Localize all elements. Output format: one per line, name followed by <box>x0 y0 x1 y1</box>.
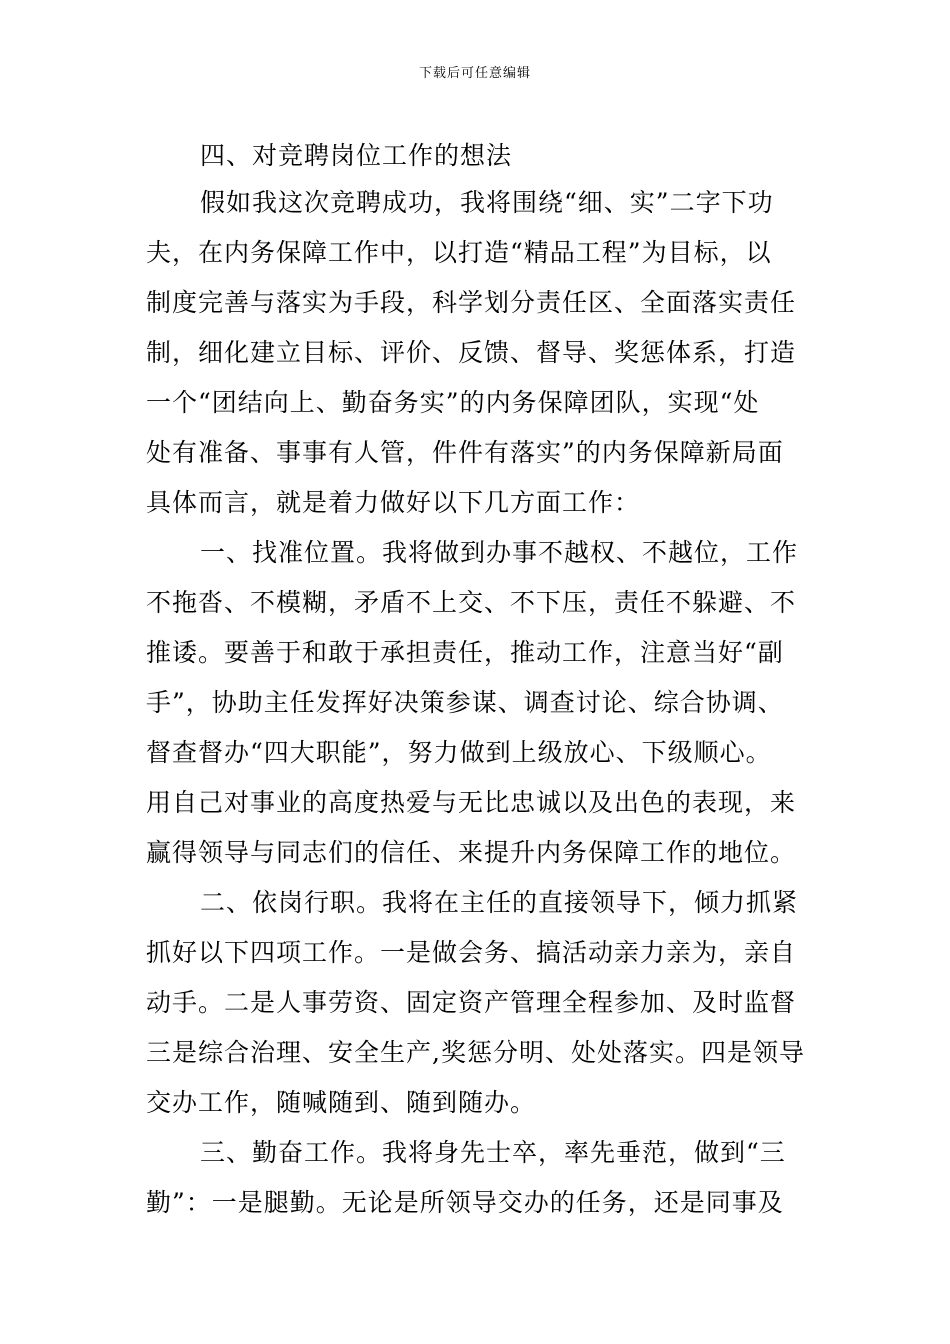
paragraph-line: 具体而言，就是着力做好以下几方面工作： <box>146 488 641 517</box>
paragraph-line: 二、依岗行职。我将在主任的直接领导下，倾力抓紧 <box>200 888 799 917</box>
paragraph-line: 处有准备、事事有人管，件件有落实”的内务保障新局面 <box>146 438 784 467</box>
header-note: 下载后可任意编辑 <box>418 66 531 81</box>
paragraph-line: 推诿。要善于和敢于承担责任，推动工作，注意当好“副 <box>146 638 784 667</box>
paragraph-line: 不拖沓、不模糊，矛盾不上交、不下压，责任不躲避、不 <box>146 588 797 617</box>
paragraph-line: 三是综合治理、安全生产,奖惩分明、处处落实。四是领导 <box>146 1038 805 1067</box>
paragraph-line: 用自己对事业的高度热爱与无比忠诚以及出色的表现，来 <box>146 788 797 817</box>
paragraph-line: 一、找准位置。我将做到办事不越权、不越位，工作 <box>200 538 799 567</box>
paragraph-line: 夫，在内务保障工作中，以打造“精品工程”为目标，以 <box>146 238 772 267</box>
paragraph-line: 督查督办“四大职能”，努力做到上级放心、下级顺心。 <box>146 738 772 767</box>
paragraph-line: 抓好以下四项工作。一是做会务、搞活动亲力亲为，亲自 <box>146 938 797 967</box>
paragraph-line: 制，细化建立目标、评价、反馈、督导、奖惩体系，打造 <box>146 338 797 367</box>
paragraph-line: 交办工作，随喊随到、随到随办。 <box>146 1088 537 1117</box>
paragraph-line: 手”，协助主任发挥好决策参谋、调查讨论、综合协调、 <box>146 688 784 717</box>
paragraph-line: 假如我这次竞聘成功，我将围绕“细、实”二字下功 <box>200 188 774 217</box>
paragraph-line: 勤”：一是腿勤。无论是所领导交办的任务，还是同事及 <box>146 1188 784 1217</box>
paragraph-line: 三、勤奋工作。我将身先士卒，率先垂范，做到“三 <box>200 1138 786 1167</box>
paragraph-line: 赢得领导与同志们的信任、来提升内务保障工作的地位。 <box>146 838 797 867</box>
paragraph-line: 制度完善与落实为手段，科学划分责任区、全面落实责任 <box>146 288 797 317</box>
paragraph-line: 动手。二是人事劳资、固定资产管理全程参加、及时监督 <box>146 988 797 1017</box>
document-body <box>146 134 806 1228</box>
section-heading: 四、对竞聘岗位工作的想法 <box>200 141 513 170</box>
paragraph-line: 一个“团结向上、勤奋务实”的内务保障团队，实现“处 <box>146 388 760 417</box>
